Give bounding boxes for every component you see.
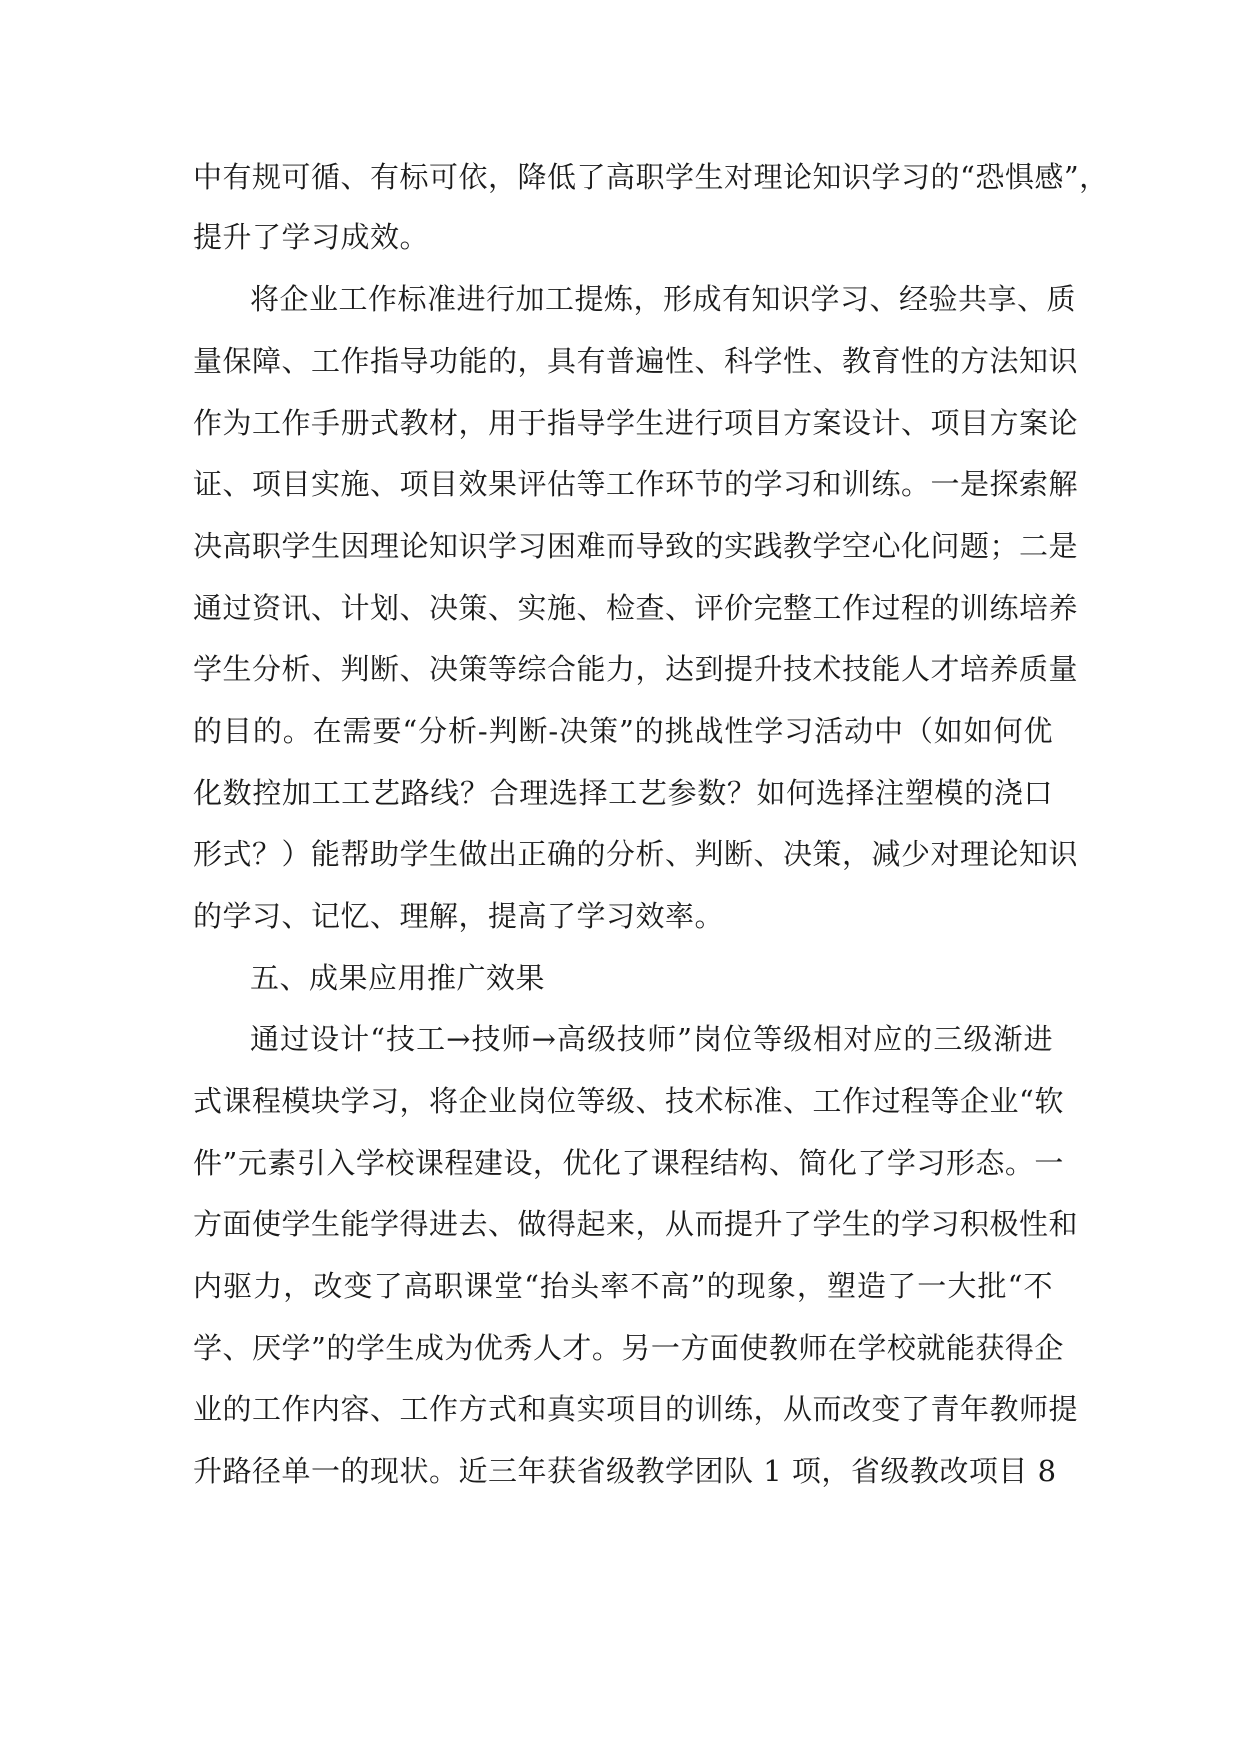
text-line: 通过资讯、计划、决策、实施、检查、评价完整工作过程的训练培养 [193,591,1079,625]
text-line: 学、厌学”的学生成为优秀人才。另一方面使教师在学校就能获得企 [193,1331,1064,1365]
text-line: 升路径单一的现状。近三年获省级教学团队 1 项，省级教改项目 8 [193,1454,1057,1488]
text-line: 提升了学习成效。 [193,220,430,254]
text-line: 形式？）能帮助学生做出正确的分析、判断、决策，减少对理论知识 [193,837,1079,871]
text-line: 业的工作内容、工作方式和真实项目的训练，从而改变了青年教师提 [193,1392,1079,1426]
text-line: 化数控加工工艺路线？合理选择工艺参数？如何选择注塑模的浇口 [193,776,1053,810]
text-line: 学生分析、判断、决策等综合能力，达到提升技术技能人才培养质量 [193,652,1079,686]
text-line: 将企业工作标准进行加工提炼，形成有知识学习、经验共享、质 [250,282,1077,316]
text-line: 件”元素引入学校课程建设，优化了课程结构、简化了学习形态。一 [193,1146,1064,1180]
text-line: 决高职学生因理论知识学习困难而导致的实践教学空心化问题；二是 [193,529,1079,563]
text-line: 式课程模块学习，将企业岗位等级、技术标准、工作过程等企业“软 [193,1084,1064,1118]
text-line: 通过设计“技工→技师→高级技师”岗位等级相对应的三级渐进 [250,1022,1053,1056]
text-line: 证、项目实施、项目效果评估等工作环节的学习和训练。一是探索解 [193,467,1079,501]
text-line: 的学习、记忆、理解，提高了学习效率。 [193,899,725,933]
text-line: 的目的。在需要“分析-判断-决策”的挑战性学习活动中（如如何优 [193,714,1053,748]
text-line: 内驱力，改变了高职课堂“抬头率不高”的现象，塑造了一大批“不 [193,1269,1053,1303]
text-line: 量保障、工作指导功能的，具有普遍性、科学性、教育性的方法知识 [193,344,1079,378]
text-line: 方面使学生能学得进去、做得起来，从而提升了学生的学习积极性和 [193,1207,1079,1241]
text-line: 作为工作手册式教材，用于指导学生进行项目方案设计、项目方案论 [193,406,1079,440]
text-line: 中有规可循、有标可依，降低了高职学生对理论知识学习的“恐惧感”， [193,160,1109,194]
section-heading: 五、成果应用推广效果 [250,961,546,995]
